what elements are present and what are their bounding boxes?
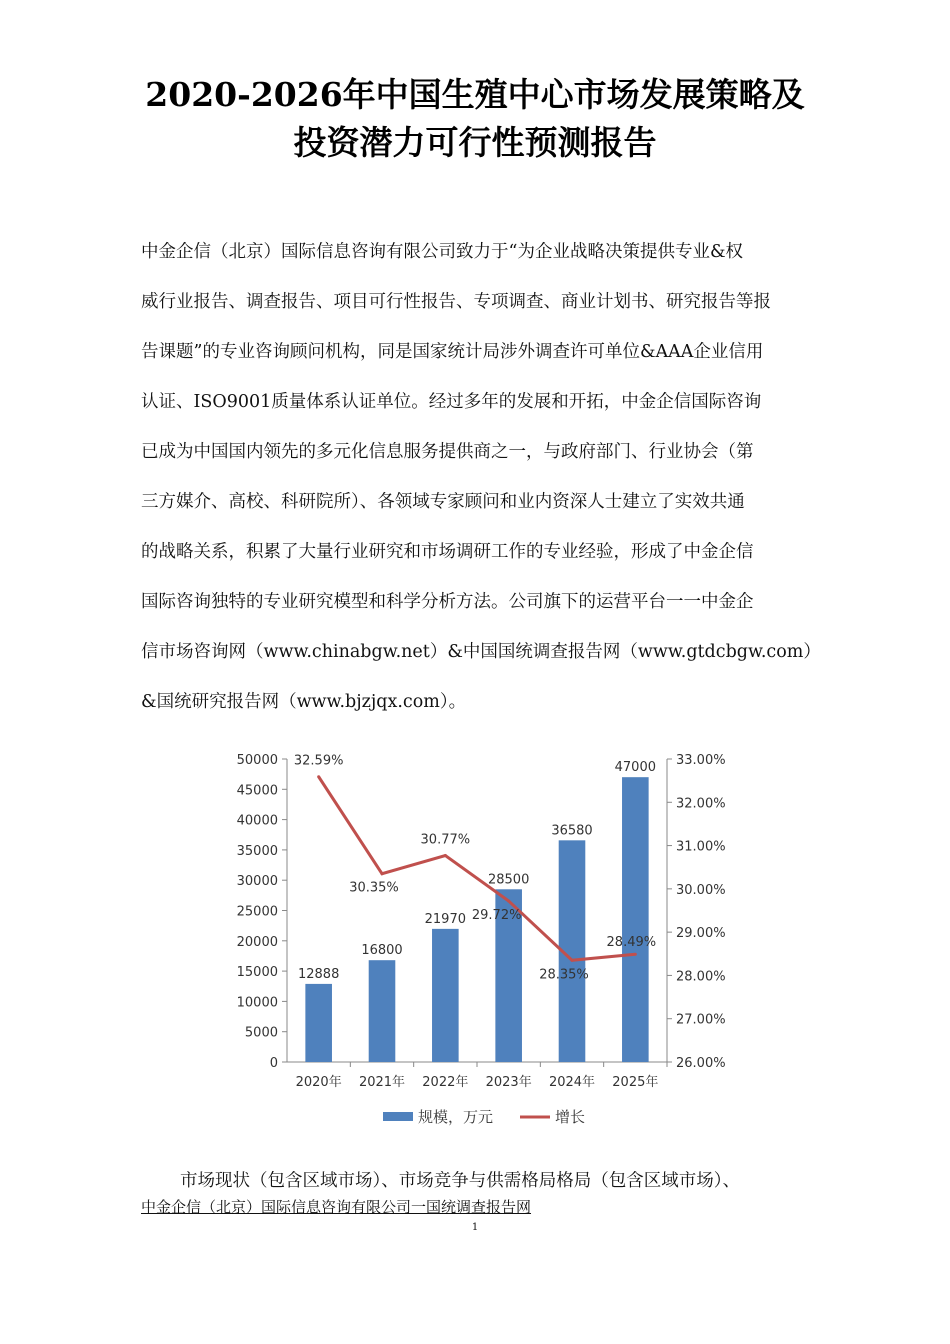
right-axis-tick-label: 31.00% xyxy=(676,839,726,855)
left-axis-tick-label: 25000 xyxy=(236,904,278,920)
growth-point xyxy=(507,899,510,902)
growth-value-label: 30.35% xyxy=(349,880,399,896)
right-axis-tick-label: 30.00% xyxy=(676,882,726,898)
footer-company-link[interactable]: 中金企信（北京）国际信息咨询有限公司一国统调查报告网 xyxy=(141,1198,532,1216)
left-axis-tick-label: 0 xyxy=(269,1056,278,1071)
left-axis-tick-label: 45000 xyxy=(236,783,278,799)
right-axis-tick-label: 27.00% xyxy=(676,1012,726,1028)
growth-point xyxy=(634,953,637,956)
intro-line: 认证、ISO9001质量体系认证单位。经过多年的发展和开拓，中金企信国际咨询 xyxy=(141,392,762,412)
intro-line: 三方媒介、高校、科研院所）、各领域专家顾问和业内资深人士建立了实效共通 xyxy=(141,492,745,512)
growth-value-label: 29.72% xyxy=(471,907,522,923)
report-title-line-2: 投资潜力可行性预测报告 xyxy=(293,123,657,162)
left-axis-tick-label: 35000 xyxy=(236,843,278,859)
right-axis-tick-label: 29.00% xyxy=(676,926,726,942)
bar xyxy=(369,960,396,1062)
body-text-continued: 市场现状（包含区域市场）、市场竞争与供需格局格局（包含区域市场）、 xyxy=(180,1171,740,1191)
market-size-growth-chart xyxy=(215,742,745,1142)
left-axis-tick-label: 40000 xyxy=(236,813,278,829)
growth-point xyxy=(381,872,384,875)
x-axis-tick-label: 2021年 xyxy=(358,1075,406,1090)
legend-bar-label: 规模，万元 xyxy=(418,1108,494,1126)
right-axis-tick-label: 33.00% xyxy=(676,753,726,768)
intro-line: 已成为中国国内领先的多元化信息服务提供商之一，与政府部门、行业协会（第 xyxy=(141,442,754,462)
report-title-line-1: 2020-2026年中国生殖中心市场发展策略及 xyxy=(145,75,805,114)
bar xyxy=(432,929,459,1062)
growth-point xyxy=(571,959,574,962)
bar-value-label: 36580 xyxy=(551,823,593,839)
growth-point xyxy=(444,854,447,857)
legend-line-label: 增长 xyxy=(555,1108,586,1126)
intro-line: 威行业报告、调查报告、项目可行性报告、专项调查、商业计划书、研究报告等报 xyxy=(141,292,771,312)
x-axis-tick-label: 2025年 xyxy=(612,1075,659,1090)
growth-value-label: 28.35% xyxy=(539,967,589,983)
right-axis-tick-label: 26.00% xyxy=(676,1056,726,1071)
x-axis-tick-label: 2024年 xyxy=(548,1075,596,1090)
left-axis-tick-label: 50000 xyxy=(236,753,278,768)
left-axis-tick-label: 20000 xyxy=(236,934,278,950)
intro-line: 告课题”的专业咨询顾问机构，同是国家统计局涉外调查许可单位&AAA企业信用 xyxy=(141,342,764,362)
growth-value-label: 30.77% xyxy=(420,832,471,848)
x-axis-tick-label: 2020年 xyxy=(295,1075,342,1090)
left-axis-tick-label: 5000 xyxy=(244,1025,278,1041)
growth-series-line xyxy=(319,777,636,961)
left-axis-tick-label: 30000 xyxy=(236,874,278,890)
intro-line: 的战略关系，积累了大量行业研究和市场调研工作的专业经验，形成了中金企信 xyxy=(141,542,754,562)
bar xyxy=(305,984,332,1062)
bar-value-label: 28500 xyxy=(487,872,530,888)
right-axis-tick-label: 32.00% xyxy=(676,796,726,812)
x-axis-tick-label: 2023年 xyxy=(485,1075,532,1090)
left-axis-tick-label: 10000 xyxy=(236,995,278,1011)
bar xyxy=(622,777,649,1062)
right-axis-tick-label: 28.00% xyxy=(676,969,726,985)
intro-line: 国际咨询独特的专业研究模型和科学分析方法。公司旗下的运营平台一一中金企 xyxy=(141,592,754,612)
bar-value-label: 16800 xyxy=(361,943,403,959)
growth-point xyxy=(317,775,320,778)
left-axis-tick-label: 15000 xyxy=(236,965,278,981)
bar-value-label: 47000 xyxy=(614,760,657,776)
x-axis-tick-label: 2022年 xyxy=(422,1075,469,1090)
bar-value-label: 12888 xyxy=(297,966,340,982)
legend-bar-swatch xyxy=(383,1112,413,1121)
intro-line: 中金企信（北京）国际信息咨询有限公司致力于“为企业战略决策提供专业&权 xyxy=(141,242,744,262)
page-number: 1 xyxy=(471,1222,479,1233)
intro-line: 信市场咨询网（www.chinabgw.net）&中国国统调查报告网（www.gtdcbgw.com） xyxy=(141,642,821,662)
growth-value-label: 32.59% xyxy=(293,753,344,769)
bar-value-label: 21970 xyxy=(424,911,467,927)
growth-value-label: 28.49% xyxy=(606,935,657,951)
intro-line: &国统研究报告网（www.bjzjqx.com）。 xyxy=(141,692,467,712)
